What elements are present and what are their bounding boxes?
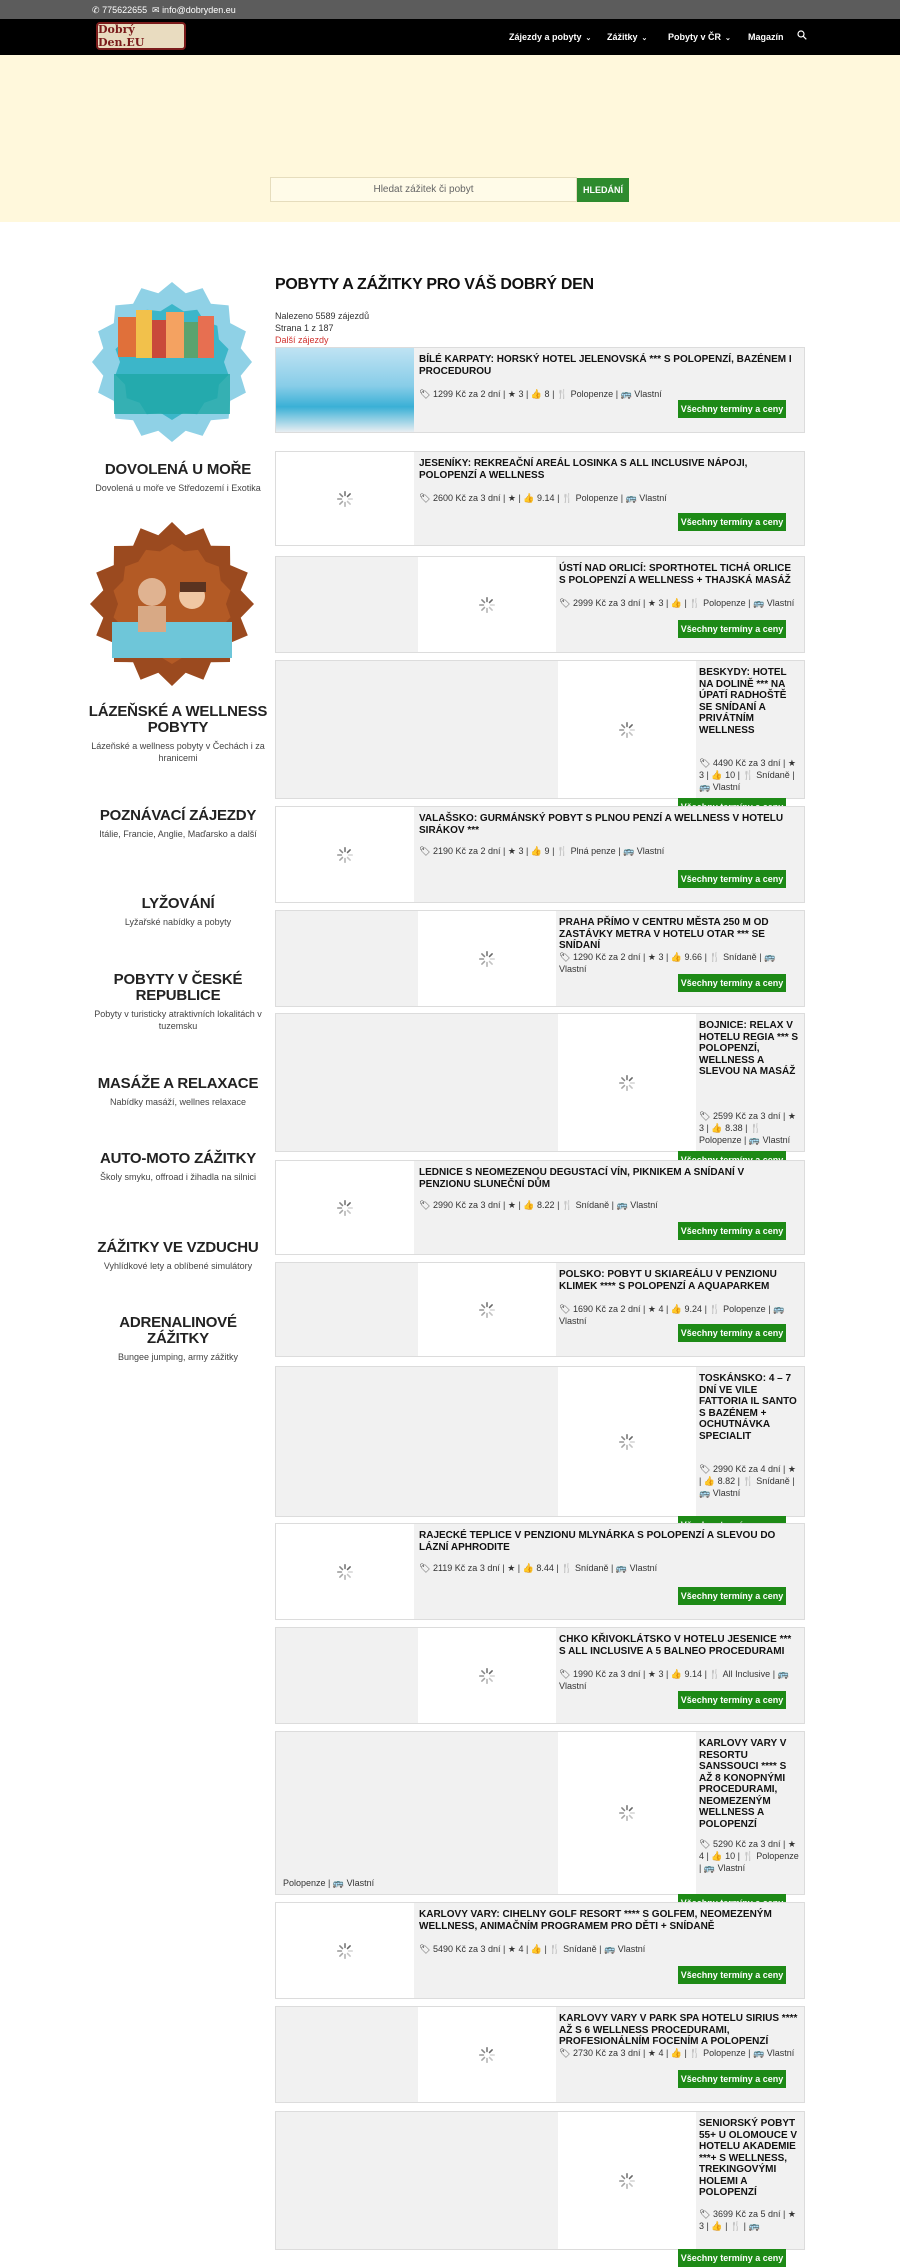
chevron-down-icon: ⌄ bbox=[585, 35, 592, 42]
meal-icon: 🍴 bbox=[749, 1123, 762, 1133]
result-thumbnail[interactable] bbox=[558, 1732, 696, 1894]
all-dates-button[interactable]: Všechny termíny a ceny bbox=[678, 1324, 786, 1342]
price-tag-icon: 🏷 bbox=[419, 389, 431, 399]
meal-icon: 🍴 bbox=[729, 2221, 742, 2231]
meal-icon: 🍴 bbox=[742, 1851, 754, 1861]
result-card[interactable] bbox=[275, 1731, 805, 1895]
result-thumbnail[interactable] bbox=[558, 2112, 696, 2249]
search-icon[interactable] bbox=[797, 30, 807, 40]
thumbs-up-icon: 👍 bbox=[670, 1669, 683, 1679]
loading-spinner-icon bbox=[478, 1667, 496, 1685]
result-title[interactable]: KARLOVY VARY V RESORTU SANSSOUCI **** S AŽ 8 KONOPNÝMI PROCEDURAMI, NEOMEZENÝM WELLNESS A POLOPENZÍ bbox=[699, 1738, 787, 1830]
result-title[interactable]: KARLOVY VARY V PARK SPA HOTELU SIRIUS **** AŽ S 6 WELLNESS PROCEDURAMI, PROFESIONÁLNÍM FOCENÍM A POLOPENZÍ bbox=[559, 2013, 798, 2047]
price-tag-icon: 🏷 bbox=[419, 493, 431, 503]
star-icon: ★ bbox=[507, 389, 516, 399]
all-dates-button[interactable]: Všechny termíny a ceny bbox=[678, 513, 786, 531]
transport-icon: 🚌 bbox=[699, 782, 711, 792]
result-title[interactable]: RAJECKÉ TEPLICE V PENZIONU MLYNÁRKA S POLOPENZÍ A SLEVOU DO LÁZNÍ APHRODITE bbox=[419, 1530, 776, 1553]
all-dates-button[interactable]: Všechny termíny a ceny bbox=[678, 1966, 786, 1984]
transport-icon: 🚌 bbox=[620, 389, 632, 399]
thumbs-up-icon: 👍 bbox=[711, 2221, 723, 2231]
transport-icon: 🚌 bbox=[332, 1878, 345, 1888]
thumbs-up-icon: 👍 bbox=[523, 1200, 535, 1210]
meal-icon: 🍴 bbox=[709, 952, 721, 962]
sidebar-category-tours[interactable]: POZNÁVACÍ ZÁJEZDY Itálie, Francie, Anglie, Maďarsko a další bbox=[99, 807, 257, 839]
transport-icon: 🚌 bbox=[777, 1669, 789, 1679]
result-title[interactable]: ÚSTÍ NAD ORLICÍ: SPORTHOTEL TICHÁ ORLICE S POLOPENZÍ A WELLNESS + THAJSKÁ MASÁŽ bbox=[559, 563, 792, 586]
result-card[interactable] bbox=[275, 451, 805, 546]
meal-icon: 🍴 bbox=[556, 846, 569, 856]
loading-spinner-icon bbox=[336, 846, 354, 864]
phone-link[interactable]: ✆ 775622655 bbox=[92, 5, 148, 15]
email-link[interactable]: ✉ info@dobryden.eu bbox=[152, 5, 236, 15]
loading-spinner-icon bbox=[336, 1942, 354, 1960]
loading-spinner-icon bbox=[336, 490, 354, 508]
all-dates-button[interactable]: Všechny termíny a ceny bbox=[678, 974, 786, 992]
result-card[interactable] bbox=[275, 1013, 805, 1152]
result-info: 🏷 2119 Kč za 3 dní | ★ | 👍 8.44 | 🍴 Snídaně | 🚌 Vlastní bbox=[419, 1563, 658, 1573]
result-card[interactable] bbox=[275, 1902, 805, 1999]
price-tag-icon: 🏷 bbox=[699, 758, 711, 768]
star-icon: ★ bbox=[787, 1111, 796, 1121]
result-card[interactable] bbox=[275, 347, 805, 433]
star-icon: ★ bbox=[647, 1669, 656, 1679]
sidebar-category-skiing[interactable]: LYŽOVÁNÍ Lyžařské nabídky a pobyty bbox=[124, 895, 232, 927]
star-icon: ★ bbox=[507, 846, 516, 856]
star-icon: ★ bbox=[507, 1944, 516, 1954]
top-bar bbox=[0, 0, 900, 19]
result-title[interactable]: CHKO KŘIVOKLÁTSKO V HOTELU JESENICE *** S ALL INCLUSIVE A 5 BALNEO PROCEDURAMI bbox=[559, 1634, 792, 1657]
star-icon: ★ bbox=[787, 1464, 796, 1474]
result-thumbnail[interactable] bbox=[276, 1161, 414, 1254]
result-title[interactable]: POLSKO: POBYT U SKIAREÁLU V PENZIONU KLIMEK **** S POLOPENZÍ A AQUAPARKEM bbox=[559, 1269, 777, 1292]
meal-icon: 🍴 bbox=[709, 1669, 721, 1679]
meal-icon: 🍴 bbox=[561, 1200, 574, 1210]
mail-icon: ✉ bbox=[152, 5, 160, 15]
result-thumbnail[interactable] bbox=[558, 1014, 696, 1151]
price-tag-icon: 🏷 bbox=[419, 846, 431, 856]
meal-icon: 🍴 bbox=[689, 598, 701, 608]
result-title[interactable]: LEDNICE S NEOMEZENOU DEGUSTACÍ VÍN, PIKNIKEM A SNÍDANÍ V PENZIONU SLUNEČNÍ DŮM bbox=[419, 1167, 745, 1190]
price-tag-icon: 🏷 bbox=[419, 1944, 431, 1954]
price-tag-icon: 🏷 bbox=[699, 1111, 711, 1121]
result-info: 🏷 1290 Kč za 2 dní | ★ 3 | 👍 9.66 | 🍴 Snídaně | 🚌 Vlastní bbox=[559, 952, 776, 974]
result-title[interactable]: JESENÍKY: REKREAČNÍ AREÁL LOSINKA S ALL INCLUSIVE NÁPOJI, POLOPENZÍ A WELLNESS bbox=[419, 458, 748, 481]
result-info: 🏷 2600 Kč za 3 dní | ★ | 👍 9.14 | 🍴 Polopenze | 🚌 Vlastní bbox=[419, 493, 667, 503]
thumbs-up-icon: 👍 bbox=[530, 389, 543, 399]
loading-spinner-icon bbox=[336, 1199, 354, 1217]
meal-icon: 🍴 bbox=[556, 389, 569, 399]
result-thumbnail[interactable] bbox=[558, 661, 696, 798]
sea-holiday-image[interactable] bbox=[88, 282, 256, 442]
result-thumbnail[interactable] bbox=[276, 1903, 414, 1998]
result-info: 🏷 1690 Kč za 2 dní | ★ 4 | 👍 9.24 | 🍴 Polopenze | 🚌 Vlastní bbox=[559, 1304, 785, 1326]
thumbs-up-icon: 👍 bbox=[670, 952, 683, 962]
nav-item-zazitky[interactable]: Zážitky ⌄ bbox=[607, 32, 648, 42]
thumbs-up-icon: 👍 bbox=[522, 1563, 534, 1573]
main-nav bbox=[0, 19, 900, 55]
sidebar-category-sea[interactable]: DOVOLENÁ U MOŘE Dovolená u moře ve Středozemí i Exotika bbox=[95, 461, 261, 493]
thumbs-up-icon: 👍 bbox=[530, 1944, 543, 1954]
all-dates-button[interactable]: Všechny termíny a ceny bbox=[678, 870, 786, 888]
price-tag-icon: 🏷 bbox=[699, 1839, 711, 1849]
chevron-down-icon: ⌄ bbox=[725, 35, 731, 42]
price-tag-icon: 🏷 bbox=[419, 1200, 431, 1210]
result-title[interactable]: BOJNICE: RELAX V HOTELU REGIA *** S POLOPENZÍ, WELLNESS A SLEVOU NA MASÁŽ bbox=[699, 1020, 799, 1077]
price-tag-icon: 🏷 bbox=[559, 2048, 571, 2058]
search-input[interactable]: Hledat zážitek či pobyt bbox=[270, 177, 577, 202]
meal-icon: 🍴 bbox=[561, 1563, 573, 1573]
sidebar-category-massage[interactable]: MASÁŽE A RELAXACE Nabídky masáží, wellnes relaxace bbox=[97, 1075, 259, 1107]
result-card[interactable] bbox=[275, 2111, 805, 2263]
result-thumbnail[interactable] bbox=[276, 348, 414, 432]
phone-icon: ✆ bbox=[92, 5, 100, 15]
result-thumbnail[interactable] bbox=[276, 1524, 414, 1619]
result-info: 🏷 2599 Kč za 3 dní | ★ 3 | 👍 8.38 | 🍴 Polopenze | 🚌 Vlastní bbox=[699, 1111, 796, 1145]
star-icon: ★ bbox=[507, 493, 516, 503]
star-icon: ★ bbox=[647, 952, 656, 962]
transport-icon: 🚌 bbox=[764, 952, 776, 962]
result-card[interactable] bbox=[275, 1523, 805, 1620]
meal-icon: 🍴 bbox=[709, 1304, 721, 1314]
result-info: 🏷 2999 Kč za 3 dní | ★ 3 | 👍 | 🍴 Polopenze | 🚌 Vlastní bbox=[559, 598, 795, 608]
result-card[interactable] bbox=[275, 1262, 805, 1357]
transport-icon: 🚌 bbox=[615, 1563, 628, 1573]
thumbs-up-icon: 👍 bbox=[523, 493, 535, 503]
result-board-footer: Polopenze | 🚌 Vlastní bbox=[283, 1878, 375, 1888]
price-tag-icon: 🏷 bbox=[419, 1563, 431, 1573]
result-card[interactable] bbox=[275, 2006, 805, 2103]
loading-spinner-icon bbox=[478, 596, 496, 614]
meal-icon: 🍴 bbox=[742, 1476, 754, 1486]
result-title[interactable]: SENIORSKÝ POBYT 55+ U OLOMOUCE V HOTELU AKADEMIE ***+ S WELLNESS, TREKINGOVÝMI HOLEMI A POLOPENZÍ bbox=[699, 2118, 798, 2198]
result-info: 🏷 5490 Kč za 3 dní | ★ 4 | 👍 | 🍴 Snídaně | 🚌 Vlastní bbox=[419, 1944, 646, 1954]
transport-icon: 🚌 bbox=[604, 1944, 616, 1954]
results-count: Nalezeno 5589 zájezdů bbox=[275, 311, 370, 321]
loading-spinner-icon bbox=[478, 950, 496, 968]
meal-icon: 🍴 bbox=[549, 1944, 561, 1954]
result-info: 🏷 2190 Kč za 2 dní | ★ 3 | 👍 9 | 🍴 Plná penze | 🚌 Vlastní bbox=[419, 846, 665, 856]
all-dates-button[interactable]: Všechny termíny a ceny bbox=[678, 1587, 786, 1605]
result-info: 🏷 5290 Kč za 3 dní | ★ 4 | 👍 10 | 🍴 Polopenze | 🚌 Vlastní bbox=[699, 1839, 799, 1873]
transport-icon: 🚌 bbox=[748, 1135, 761, 1145]
price-tag-icon: 🏷 bbox=[559, 1669, 571, 1679]
star-icon: ★ bbox=[647, 2048, 656, 2058]
result-info: 🏷 2990 Kč za 3 dní | ★ | 👍 8.22 | 🍴 Snídaně | 🚌 Vlastní bbox=[419, 1200, 658, 1210]
transport-icon: 🚌 bbox=[623, 846, 635, 856]
result-info: 🏷 1990 Kč za 3 dní | ★ 3 | 👍 9.14 | 🍴 All Inclusive | 🚌 Vlastní bbox=[559, 1669, 789, 1691]
all-dates-button[interactable]: Všechny termíny a ceny bbox=[678, 2249, 786, 2267]
transport-icon: 🚌 bbox=[699, 1488, 711, 1498]
all-dates-button[interactable]: Všechny termíny a ceny bbox=[678, 620, 786, 638]
spa-wellness-image[interactable] bbox=[88, 522, 256, 687]
chevron-down-icon: ⌄ bbox=[641, 35, 648, 42]
result-card[interactable] bbox=[275, 910, 805, 1007]
transport-icon: 🚌 bbox=[616, 1200, 628, 1210]
thumbs-up-icon: 👍 bbox=[530, 846, 543, 856]
page-indicator: Strana 1 z 187 bbox=[275, 323, 334, 333]
price-tag-icon: 🏷 bbox=[559, 1304, 571, 1314]
all-dates-button[interactable]: Všechny termíny a ceny bbox=[678, 400, 786, 418]
sidebar-category-air[interactable]: ZÁŽITKY VE VZDUCHU Vyhlídkové lety a oblíbené simulátory bbox=[97, 1239, 259, 1271]
result-title[interactable]: BESKYDY: HOTEL NA DOLINĚ *** NA ÚPATÍ RADHOŠTĚ SE SNÍDANÍ A PRIVÁTNÍM WELLNESS bbox=[699, 667, 787, 736]
result-thumbnail[interactable] bbox=[276, 807, 414, 902]
sidebar-category-spa[interactable]: LÁZEŇSKÉ A WELLNESS POBYTY Lázeňské a wellness pobyty v Čechách i za hranicemi bbox=[88, 703, 268, 763]
price-tag-icon: 🏷 bbox=[559, 598, 571, 608]
star-icon: ★ bbox=[787, 2209, 796, 2219]
thumbs-up-icon: 👍 bbox=[670, 2048, 683, 2058]
result-info: 🏷 1299 Kč za 2 dní | ★ 3 | 👍 8 | 🍴 Polopenze | 🚌 Vlastní bbox=[419, 389, 662, 399]
site-logo[interactable]: Dobrý Den.EU bbox=[96, 22, 186, 50]
price-tag-icon: 🏷 bbox=[699, 2209, 711, 2219]
star-icon: ★ bbox=[647, 598, 656, 608]
result-card[interactable] bbox=[275, 806, 805, 903]
meal-icon: 🍴 bbox=[689, 2048, 701, 2058]
all-dates-button[interactable]: Všechny termíny a ceny bbox=[678, 2070, 786, 2088]
transport-icon: 🚌 bbox=[703, 1863, 716, 1873]
meal-icon: 🍴 bbox=[742, 770, 754, 780]
thumbs-up-icon: 👍 bbox=[711, 770, 723, 780]
result-card[interactable] bbox=[275, 1627, 805, 1724]
star-icon: ★ bbox=[787, 1839, 796, 1849]
result-info: 🏷 4490 Kč za 3 dní | ★ 3 | 👍 10 | 🍴 Snídaně | 🚌 Vlastní bbox=[699, 758, 796, 792]
loading-spinner-icon bbox=[618, 1804, 636, 1822]
loading-spinner-icon bbox=[618, 1074, 636, 1092]
result-title[interactable]: VALAŠSKO: GURMÁNSKÝ POBYT S PLNOU PENZÍ A WELLNESS V HOTELU SIRÁKOV *** bbox=[419, 813, 784, 836]
loading-spinner-icon bbox=[478, 1301, 496, 1319]
result-thumbnail[interactable] bbox=[418, 2007, 556, 2102]
star-icon: ★ bbox=[507, 1200, 516, 1210]
thumbs-up-icon: 👍 bbox=[711, 1123, 723, 1133]
star-icon: ★ bbox=[787, 758, 796, 768]
result-title[interactable]: BÍLÉ KARPATY: HORSKÝ HOTEL JELENOVSKÁ *** S POLOPENZÍ, BAZÉNEM I PROCEDUROU bbox=[419, 354, 792, 377]
transport-icon: 🚌 bbox=[753, 2048, 765, 2058]
transport-icon: 🚌 bbox=[773, 1304, 785, 1314]
result-card[interactable] bbox=[275, 660, 805, 799]
all-dates-button[interactable]: Všechny termíny a ceny bbox=[678, 1691, 786, 1709]
thumbs-up-icon: 👍 bbox=[670, 598, 683, 608]
search-button[interactable]: HLEDÁNÍ bbox=[577, 178, 629, 202]
price-tag-icon: 🏷 bbox=[699, 1464, 711, 1474]
nav-item-pobyty-cr[interactable]: Pobyty v ČR ⌄ bbox=[668, 32, 731, 42]
result-thumbnail[interactable] bbox=[418, 1628, 556, 1723]
result-card[interactable] bbox=[275, 1366, 805, 1517]
sidebar-category-adrenaline[interactable]: ADRENALINOVÉ ZÁŽITKY Bungee jumping, army zážitky bbox=[117, 1314, 239, 1362]
star-icon: ★ bbox=[647, 1304, 656, 1314]
result-thumbnail[interactable] bbox=[418, 911, 556, 1006]
price-tag-icon: 🏷 bbox=[559, 952, 571, 962]
thumbs-up-icon: 👍 bbox=[703, 1476, 716, 1486]
sidebar-category-automoto[interactable]: AUTO-MOTO ZÁŽITKY Školy smyku, offroad i žihadla na silnici bbox=[99, 1150, 257, 1182]
all-dates-button[interactable]: Všechny termíny a ceny bbox=[678, 1222, 786, 1240]
nav-item-magazin[interactable]: Magazín bbox=[748, 32, 784, 42]
thumbs-up-icon: 👍 bbox=[711, 1851, 723, 1861]
loading-spinner-icon bbox=[618, 721, 636, 739]
thumbs-up-icon: 👍 bbox=[670, 1304, 683, 1314]
result-card[interactable] bbox=[275, 1160, 805, 1255]
result-thumbnail[interactable] bbox=[418, 1263, 556, 1356]
loading-spinner-icon bbox=[336, 1563, 354, 1581]
result-info: 🏷 2990 Kč za 4 dní | ★ | 👍 8.82 | 🍴 Snídaně | 🚌 Vlastní bbox=[699, 1464, 796, 1498]
result-thumbnail[interactable] bbox=[558, 1367, 696, 1516]
transport-icon: 🚌 bbox=[753, 598, 765, 608]
result-thumbnail[interactable] bbox=[418, 557, 556, 652]
result-title[interactable]: KARLOVY VARY: CIHELNY GOLF RESORT **** S GOLFEM, NEOMEZENÝM WELLNESS, ANIMAČNÍM PROGRAMEM PRO DĚTI + SNÍDANĚ bbox=[419, 1909, 772, 1932]
result-card[interactable] bbox=[275, 556, 805, 653]
transport-icon: 🚌 bbox=[625, 493, 637, 503]
result-info: 🏷 3699 Kč za 5 dní | ★ 3 | 👍 | 🍴 | 🚌 bbox=[699, 2209, 796, 2231]
next-results-link[interactable]: Další zájezdy bbox=[275, 335, 329, 345]
sidebar-category-czech[interactable]: POBYTY V ČESKÉ REPUBLICE Pobyty v turisticky atraktivních lokalitách v tuzemsku bbox=[94, 971, 262, 1031]
result-info: 🏷 2730 Kč za 3 dní | ★ 4 | 👍 | 🍴 Polopenze | 🚌 Vlastní bbox=[559, 2048, 795, 2058]
loading-spinner-icon bbox=[618, 2172, 636, 2190]
loading-spinner-icon bbox=[618, 1433, 636, 1451]
star-icon: ★ bbox=[507, 1563, 516, 1573]
result-thumbnail[interactable] bbox=[276, 452, 414, 545]
page-title: POBYTY A ZÁŽITKY PRO VÁŠ DOBRÝ DEN bbox=[275, 276, 594, 293]
nav-item-zajezdy[interactable]: Zájezdy a pobyty ⌄ bbox=[509, 32, 592, 42]
loading-spinner-icon bbox=[478, 2046, 496, 2064]
result-title[interactable]: TOSKÁNSKO: 4 – 7 DNÍ VE VILE FATTORIA IL SANTO S BAZÉNEM + OCHUTNÁVKA SPECIALIT bbox=[699, 1373, 797, 1442]
result-title[interactable]: PRAHA PŘÍMO V CENTRU MĚSTA 250 M OD ZASTÁVKY METRA V HOTELU OTAR *** SE SNÍDANÍ bbox=[559, 917, 769, 951]
transport-icon: 🚌 bbox=[748, 2221, 760, 2231]
meal-icon: 🍴 bbox=[561, 493, 574, 503]
